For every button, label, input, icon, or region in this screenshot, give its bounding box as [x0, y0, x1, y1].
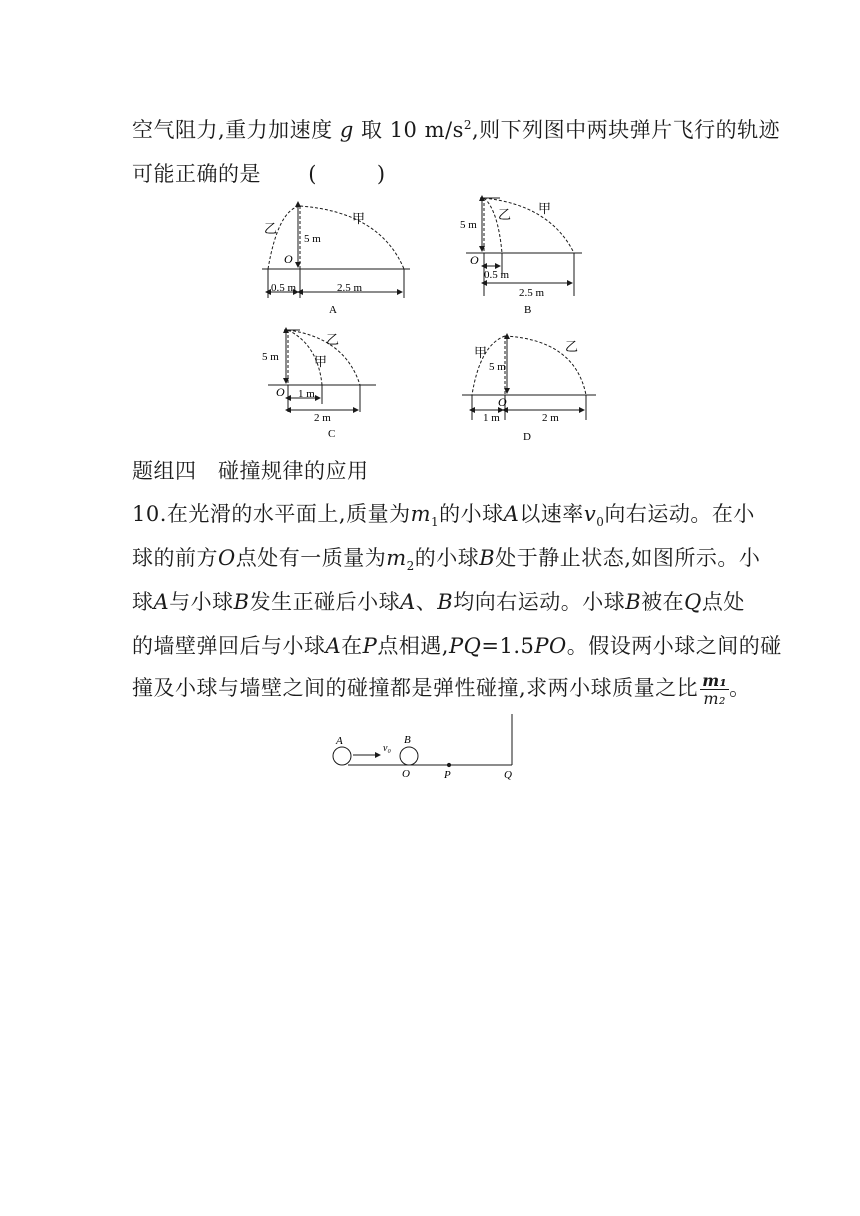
fig-d-label: D — [523, 431, 531, 443]
fig-c-yi: 乙 — [326, 332, 340, 347]
fig-a-left-dist: 0.5 m — [271, 282, 297, 294]
q10-fig-a: A — [336, 735, 343, 747]
q10-line-1: 10.在光滑的水平面上,质量为$m_1$的小球A以速率$v_0$向右运动。在小 — [132, 502, 755, 530]
q10-line-3: 球A与小球B发生正碰后小球A、B均向右运动。小球B被在Q点处 — [132, 590, 745, 614]
fig-b-long-dist: 2.5 m — [519, 287, 545, 299]
q10-fig-b: B — [404, 734, 411, 746]
fig-a-right-dist: 2.5 m — [337, 282, 363, 294]
fig-c-origin: O — [276, 385, 285, 399]
mass-ratio-fraction: $\frac{\text{m₁}}{\text{m₂}}$ — [702, 671, 728, 708]
q10-figure — [333, 714, 512, 767]
fig-c-long-dist: 2 m — [314, 412, 331, 424]
fig-c-short-dist: 1 m — [298, 388, 315, 400]
q10-line-5: 撞及小球与墙壁之间的碰撞都是弹性碰撞,求两小球质量之比 $\frac{\text{m₁}}{\text{m₂}}$ 。 — [132, 671, 751, 708]
q10-fig-o: O — [402, 768, 410, 780]
fig-b-origin: O — [470, 253, 479, 267]
q10-fig-q: Q — [504, 769, 512, 781]
fig-a-label: A — [329, 304, 337, 316]
fig-d-right-dist: 2 m — [542, 412, 559, 424]
fig-a-origin: O — [284, 252, 293, 266]
fig-d-jia: 甲 — [474, 345, 488, 360]
fig-d-yi: 乙 — [565, 339, 579, 354]
fig-d-origin: O — [498, 395, 507, 409]
q10-fig-p: P — [444, 769, 451, 781]
fig-d-left-dist: 1 m — [483, 412, 500, 424]
q9-line-1: 空气阻力,重力加速度 g 取 10 $m/s^2$,则下列图中两块弹片飞行的轨迹 — [132, 118, 781, 142]
fig-c-label: C — [328, 428, 336, 440]
fig-b-height: 5 m — [460, 219, 477, 231]
fig-b-yi: 乙 — [498, 207, 512, 222]
fig-b-label: B — [524, 304, 532, 316]
figure-b — [466, 198, 582, 296]
fig-c-jia: 甲 — [314, 354, 328, 369]
q10-line-2: 球的前方O点处有一质量为$m_2$的小球B处于静止状态,如图所示。小 — [132, 546, 761, 574]
q9-line-2: 可能正确的是 ( ) — [132, 162, 386, 186]
fig-a-height: 5 m — [304, 233, 321, 245]
fig-a-yi: 乙 — [264, 221, 278, 236]
fig-c-height: 5 m — [262, 351, 279, 363]
fig-a-jia: 甲 — [352, 211, 366, 226]
fig-d-height: 5 m — [489, 361, 506, 373]
q10-fig-v0: v₀ — [383, 743, 391, 754]
figure-c — [268, 330, 376, 412]
fig-b-short-dist: 0.5 m — [484, 269, 510, 281]
section-title: 题组四 碰撞规律的应用 — [132, 459, 369, 483]
fig-b-jia: 甲 — [538, 201, 552, 216]
q10-line-4: 的墙壁弹回后与小球A在P点相遇,PQ=1.5PO。假设两小球之间的碰 — [132, 634, 782, 658]
